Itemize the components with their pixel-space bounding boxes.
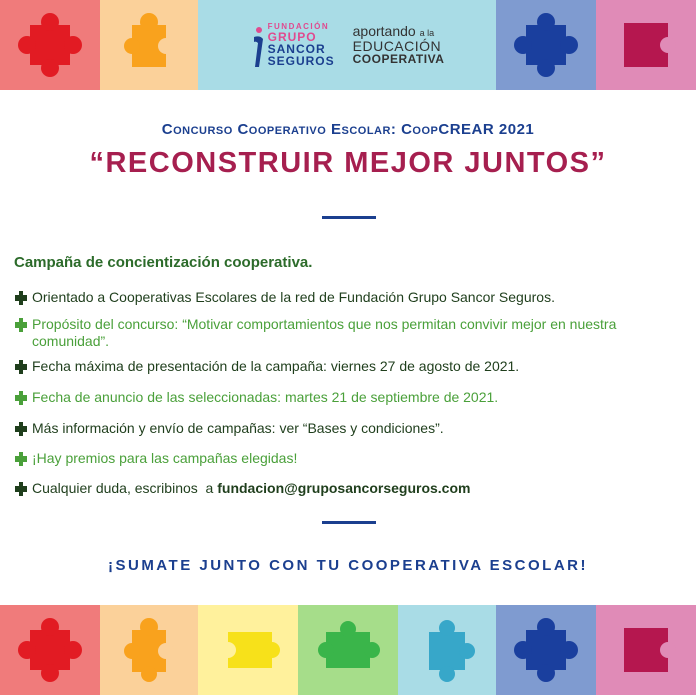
puzzle-piece-icon	[412, 615, 482, 685]
divider-top	[322, 216, 376, 219]
top-tile-red	[0, 0, 100, 90]
list-item	[14, 289, 684, 306]
logo-line-sancor: SANCOR	[267, 42, 326, 56]
puzzle-piece-icon	[114, 10, 184, 80]
list-item	[14, 420, 684, 437]
bottom-tile-red	[0, 605, 100, 695]
bottom-tile-orange	[100, 605, 198, 695]
bottom-tile-yellow	[198, 605, 298, 695]
top-tile-orange	[100, 0, 198, 90]
logo-line-seguros: SEGUROS	[267, 54, 335, 68]
top-tile-magenta	[596, 0, 696, 90]
puzzle-piece-icon	[313, 615, 383, 685]
bottom-tile-green	[298, 605, 398, 695]
cross-bullet-icon	[14, 291, 28, 305]
top-tile-blue	[496, 0, 596, 90]
bullet-text: Orientado a Cooperativas Escolares de la red de Fundación Grupo Sancor Seguros.	[32, 289, 555, 305]
logo-line-fundacion: FUNDACIÓN	[267, 22, 330, 31]
puzzle-piece-icon	[213, 615, 283, 685]
cross-bullet-icon	[14, 360, 28, 374]
logo-line-grupo: GRUPO	[267, 30, 317, 44]
bullet-text: Cualquier duda, escribinos a	[32, 480, 218, 496]
tagline-cooperativa: COOPERATIVA	[352, 52, 445, 67]
lead-text: Campaña de concientización cooperativa.	[14, 254, 313, 271]
contest-title: “RECONSTRUIR MEJOR JUNTOS”	[89, 147, 607, 179]
puzzle-piece-icon	[114, 615, 184, 685]
header-logos	[198, 0, 496, 90]
puzzle-piece-icon	[15, 10, 85, 80]
cross-bullet-icon	[14, 391, 28, 405]
puzzle-piece-icon	[611, 615, 681, 685]
puzzle-piece-icon	[511, 10, 581, 80]
cross-bullet-icon	[14, 452, 28, 466]
contact-email[interactable]: fundacion@gruposancorseguros.com	[217, 480, 471, 496]
bottom-tile-cyan	[398, 605, 496, 695]
puzzle-piece-icon	[611, 10, 681, 80]
contest-subtitle: Concurso Cooperativo Escolar: CoopCREAR 2021	[161, 121, 535, 138]
divider-bottom	[322, 521, 376, 524]
bottom-puzzle-band	[0, 605, 696, 695]
list-item	[14, 450, 684, 467]
list-item	[14, 480, 684, 497]
list-item	[14, 358, 684, 375]
puzzle-piece-icon	[15, 615, 85, 685]
list-item	[14, 389, 684, 406]
fundacion-logo-icon	[250, 25, 266, 69]
bullet-text: ¡Hay premios para las campañas elegidas!	[32, 450, 298, 466]
tagline-logo	[353, 24, 445, 66]
bottom-tile-blue	[496, 605, 596, 695]
cross-bullet-icon	[14, 318, 28, 332]
tagline-aportando: aportando	[352, 23, 416, 40]
call-to-action: ¡SUMATE JUNTO CON TU COOPERATIVA ESCOLAR!	[107, 557, 588, 574]
list-item	[14, 316, 684, 350]
bullet-text: Fecha de anuncio de las seleccionadas: martes 21 de septiembre de 2021.	[32, 389, 499, 405]
cross-bullet-icon	[14, 422, 28, 436]
bottom-tile-magenta	[596, 605, 696, 695]
cross-bullet-icon	[14, 482, 28, 496]
puzzle-piece-icon	[511, 615, 581, 685]
tagline-educacion: EDUCACIÓN	[352, 37, 442, 54]
bullet-text: Propósito del concurso: “Motivar comportamientos que nos permitan convivir mejor en nuestra comunidad”.	[32, 316, 617, 349]
bullet-text: Fecha máxima de presentación de la campaña: viernes 27 de agosto de 2021.	[32, 358, 520, 374]
tagline-ala: a la	[419, 28, 435, 39]
bullet-text: Más información y envío de campañas: ver “Bases y condiciones”.	[32, 420, 444, 436]
fundacion-logo	[250, 23, 335, 67]
